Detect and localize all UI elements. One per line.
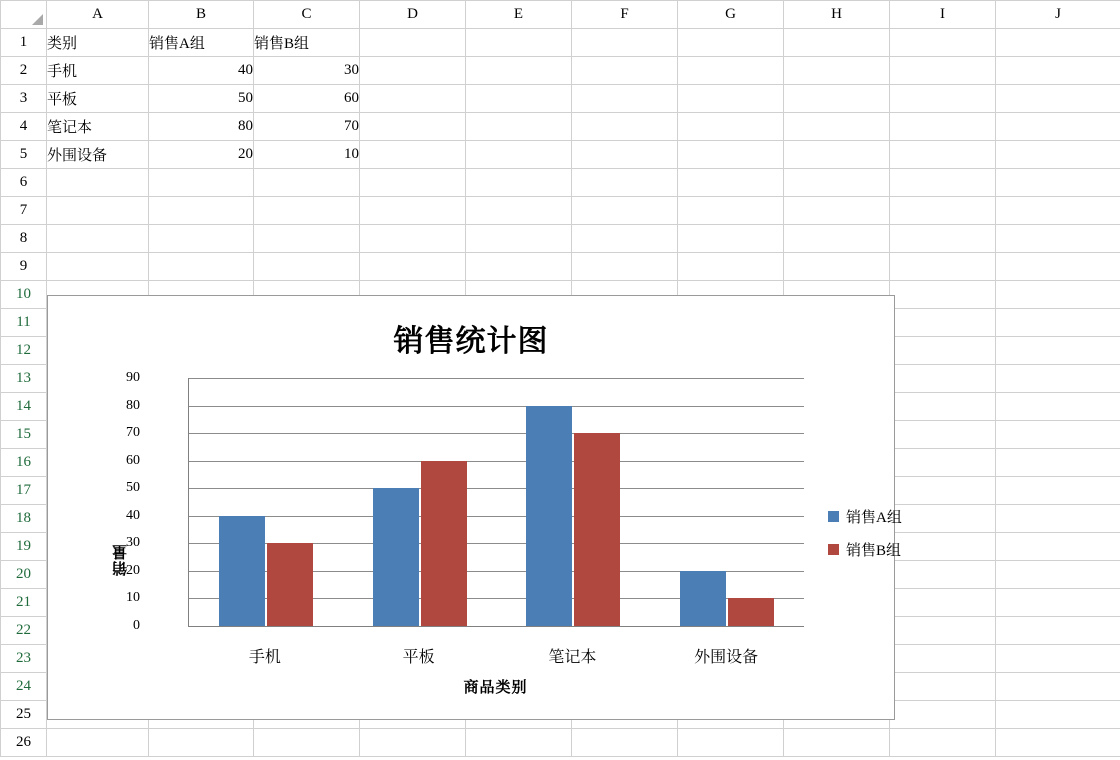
cell-F26[interactable] bbox=[572, 729, 678, 757]
bar-销售B组-平板 bbox=[421, 461, 467, 626]
plot-area bbox=[188, 378, 804, 627]
cell-H8[interactable] bbox=[784, 225, 890, 253]
cell-E9[interactable] bbox=[466, 253, 572, 281]
sheet-row bbox=[1, 57, 1120, 85]
column-header-C[interactable]: C bbox=[254, 1, 360, 29]
sheet-row bbox=[1, 29, 1120, 57]
cell-J19[interactable] bbox=[996, 533, 1120, 561]
row-header-1[interactable]: 1 bbox=[1, 29, 47, 57]
cell-C3[interactable]: 60 bbox=[254, 85, 360, 113]
cell-A2[interactable]: 手机 bbox=[47, 57, 149, 85]
cell-E26[interactable] bbox=[466, 729, 572, 757]
cell-I13[interactable] bbox=[890, 365, 996, 393]
cell-J13[interactable] bbox=[996, 365, 1120, 393]
cell-H5[interactable] bbox=[784, 141, 890, 169]
select-all-corner[interactable] bbox=[1, 1, 47, 29]
cell-B8[interactable] bbox=[149, 225, 254, 253]
embedded-chart-object[interactable] bbox=[47, 295, 902, 720]
row-header-4[interactable]: 4 bbox=[1, 113, 47, 141]
cell-J17[interactable] bbox=[996, 477, 1120, 505]
cell-D9[interactable] bbox=[360, 253, 466, 281]
cell-J11[interactable] bbox=[996, 309, 1120, 337]
cell-D6[interactable] bbox=[360, 169, 466, 197]
cell-J22[interactable] bbox=[996, 617, 1120, 645]
cell-B3[interactable]: 50 bbox=[149, 85, 254, 113]
cell-I2[interactable] bbox=[890, 57, 996, 85]
cell-J16[interactable] bbox=[996, 449, 1120, 477]
row-header-11[interactable]: 11 bbox=[1, 309, 47, 337]
sheet-row bbox=[1, 197, 1120, 225]
cell-G26[interactable] bbox=[678, 729, 784, 757]
row-header-3[interactable]: 3 bbox=[1, 85, 47, 113]
cell-J21[interactable] bbox=[996, 589, 1120, 617]
sheet-row bbox=[1, 729, 1120, 757]
cell-B7[interactable] bbox=[149, 197, 254, 225]
cell-C9[interactable] bbox=[254, 253, 360, 281]
cell-I14[interactable] bbox=[890, 393, 996, 421]
column-header-J[interactable]: J bbox=[996, 1, 1120, 29]
cell-A9[interactable] bbox=[47, 253, 149, 281]
cell-J26[interactable] bbox=[996, 729, 1120, 757]
gridline bbox=[189, 378, 804, 379]
bar-销售B组-手机 bbox=[267, 543, 313, 626]
row-header-9[interactable]: 9 bbox=[1, 253, 47, 281]
cell-D7[interactable] bbox=[360, 197, 466, 225]
row-header-15[interactable]: 15 bbox=[1, 421, 47, 449]
column-header-D[interactable]: D bbox=[360, 1, 466, 29]
row-header-13[interactable]: 13 bbox=[1, 365, 47, 393]
cell-D8[interactable] bbox=[360, 225, 466, 253]
row-header-24[interactable]: 24 bbox=[1, 673, 47, 701]
row-header-21[interactable]: 21 bbox=[1, 589, 47, 617]
cell-J18[interactable] bbox=[996, 505, 1120, 533]
cell-A3[interactable]: 平板 bbox=[47, 85, 149, 113]
bar-销售A组-外围设备 bbox=[680, 571, 726, 626]
row-header-19[interactable]: 19 bbox=[1, 533, 47, 561]
cell-H4[interactable] bbox=[784, 113, 890, 141]
cell-E8[interactable] bbox=[466, 225, 572, 253]
bar-销售A组-笔记本 bbox=[526, 406, 572, 626]
cell-F3[interactable] bbox=[572, 85, 678, 113]
gridline bbox=[189, 461, 804, 462]
cell-B26[interactable] bbox=[149, 729, 254, 757]
row-header-10[interactable]: 10 bbox=[1, 281, 47, 309]
sheet-row bbox=[1, 85, 1120, 113]
cell-J14[interactable] bbox=[996, 393, 1120, 421]
cell-G7[interactable] bbox=[678, 197, 784, 225]
x-tick-label: 平板 bbox=[402, 649, 435, 666]
cell-J24[interactable] bbox=[996, 673, 1120, 701]
legend-item bbox=[828, 506, 902, 527]
cell-I5[interactable] bbox=[890, 141, 996, 169]
cell-C7[interactable] bbox=[254, 197, 360, 225]
cell-B4[interactable]: 80 bbox=[149, 113, 254, 141]
column-header-H[interactable]: H bbox=[784, 1, 890, 29]
cell-G6[interactable] bbox=[678, 169, 784, 197]
cell-I3[interactable] bbox=[890, 85, 996, 113]
cell-D5[interactable] bbox=[360, 141, 466, 169]
cell-I22[interactable] bbox=[890, 617, 996, 645]
cell-D3[interactable] bbox=[360, 85, 466, 113]
column-header-row bbox=[1, 1, 1120, 29]
cell-A4[interactable]: 笔记本 bbox=[47, 113, 149, 141]
row-header-26[interactable]: 26 bbox=[1, 729, 47, 757]
cell-I21[interactable] bbox=[890, 589, 996, 617]
cell-J8[interactable] bbox=[996, 225, 1120, 253]
cell-G9[interactable] bbox=[678, 253, 784, 281]
cell-D2[interactable] bbox=[360, 57, 466, 85]
y-tick-label: 80 bbox=[126, 397, 140, 413]
row-header-16[interactable]: 16 bbox=[1, 449, 47, 477]
cell-F5[interactable] bbox=[572, 141, 678, 169]
row-header-7[interactable]: 7 bbox=[1, 197, 47, 225]
gridline bbox=[189, 516, 804, 517]
cell-B6[interactable] bbox=[149, 169, 254, 197]
row-header-23[interactable]: 23 bbox=[1, 645, 47, 673]
cell-E3[interactable] bbox=[466, 85, 572, 113]
cell-B1[interactable]: 销售A组 bbox=[149, 29, 254, 57]
cell-I19[interactable] bbox=[890, 533, 996, 561]
y-tick-label: 0 bbox=[133, 618, 140, 633]
cell-J5[interactable] bbox=[996, 141, 1120, 169]
cell-J9[interactable] bbox=[996, 253, 1120, 281]
chart-plot-wrapper bbox=[48, 366, 902, 711]
cell-I12[interactable] bbox=[890, 337, 996, 365]
legend-swatch-icon bbox=[828, 544, 839, 555]
column-header-G[interactable]: G bbox=[678, 1, 784, 29]
cell-J23[interactable] bbox=[996, 645, 1120, 673]
cell-I15[interactable] bbox=[890, 421, 996, 449]
x-tick-label: 外围设备 bbox=[694, 649, 759, 666]
y-tick-label: 50 bbox=[126, 480, 140, 496]
cell-E1[interactable] bbox=[466, 29, 572, 57]
gridline bbox=[189, 406, 804, 407]
cell-I17[interactable] bbox=[890, 477, 996, 505]
cell-G8[interactable] bbox=[678, 225, 784, 253]
legend-label: 销售A组 bbox=[846, 510, 902, 526]
x-axis-title: 商品类别 bbox=[463, 680, 528, 696]
legend-swatch-icon bbox=[828, 511, 839, 522]
bar-销售B组-外围设备 bbox=[728, 598, 774, 626]
cell-C6[interactable] bbox=[254, 169, 360, 197]
cell-I23[interactable] bbox=[890, 645, 996, 673]
y-tick-label: 30 bbox=[126, 535, 140, 551]
cell-J4[interactable] bbox=[996, 113, 1120, 141]
cell-I7[interactable] bbox=[890, 197, 996, 225]
column-header-I[interactable]: I bbox=[890, 1, 996, 29]
cell-J12[interactable] bbox=[996, 337, 1120, 365]
chart-title: 销售统计图 bbox=[393, 325, 549, 358]
cell-B5[interactable]: 20 bbox=[149, 141, 254, 169]
cell-J3[interactable] bbox=[996, 85, 1120, 113]
row-header-20[interactable]: 20 bbox=[1, 561, 47, 589]
x-tick-label: 手机 bbox=[248, 649, 281, 666]
cell-I1[interactable] bbox=[890, 29, 996, 57]
cell-I20[interactable] bbox=[890, 561, 996, 589]
cell-D26[interactable] bbox=[360, 729, 466, 757]
cell-A8[interactable] bbox=[47, 225, 149, 253]
sheet-row bbox=[1, 113, 1120, 141]
row-header-18[interactable]: 18 bbox=[1, 505, 47, 533]
cell-C8[interactable] bbox=[254, 225, 360, 253]
cell-H3[interactable] bbox=[784, 85, 890, 113]
cell-C26[interactable] bbox=[254, 729, 360, 757]
cell-G3[interactable] bbox=[678, 85, 784, 113]
column-header-F[interactable]: F bbox=[572, 1, 678, 29]
cell-I16[interactable] bbox=[890, 449, 996, 477]
cell-A6[interactable] bbox=[47, 169, 149, 197]
y-tick-label: 90 bbox=[126, 370, 140, 385]
row-header-5[interactable]: 5 bbox=[1, 141, 47, 169]
cell-J25[interactable] bbox=[996, 701, 1120, 729]
cell-D4[interactable] bbox=[360, 113, 466, 141]
cell-I24[interactable] bbox=[890, 673, 996, 701]
sheet-row bbox=[1, 253, 1120, 281]
bar-销售A组-平板 bbox=[373, 488, 419, 626]
cell-G4[interactable] bbox=[678, 113, 784, 141]
y-tick-label: 60 bbox=[126, 452, 140, 468]
cell-F7[interactable] bbox=[572, 197, 678, 225]
cell-E2[interactable] bbox=[466, 57, 572, 85]
cell-D1[interactable] bbox=[360, 29, 466, 57]
row-header-17[interactable]: 17 bbox=[1, 477, 47, 505]
cell-G2[interactable] bbox=[678, 57, 784, 85]
gridline bbox=[189, 433, 804, 434]
sheet-row bbox=[1, 169, 1120, 197]
cell-G1[interactable] bbox=[678, 29, 784, 57]
bar-销售B组-笔记本 bbox=[574, 433, 620, 626]
y-axis-title: 销量 bbox=[113, 544, 129, 576]
cell-J15[interactable] bbox=[996, 421, 1120, 449]
row-header-8[interactable]: 8 bbox=[1, 225, 47, 253]
cell-F9[interactable] bbox=[572, 253, 678, 281]
row-header-12[interactable]: 12 bbox=[1, 337, 47, 365]
row-header-22[interactable]: 22 bbox=[1, 617, 47, 645]
cell-F2[interactable] bbox=[572, 57, 678, 85]
cell-H6[interactable] bbox=[784, 169, 890, 197]
cell-I25[interactable] bbox=[890, 701, 996, 729]
cell-E7[interactable] bbox=[466, 197, 572, 225]
cell-E6[interactable] bbox=[466, 169, 572, 197]
legend-item bbox=[828, 539, 902, 560]
row-header-2[interactable]: 2 bbox=[1, 57, 47, 85]
cell-A26[interactable] bbox=[47, 729, 149, 757]
cell-I11[interactable] bbox=[890, 309, 996, 337]
y-axis-ticks bbox=[98, 366, 140, 633]
y-tick-label: 10 bbox=[126, 590, 140, 606]
y-tick-label: 40 bbox=[126, 507, 140, 523]
cell-F1[interactable] bbox=[572, 29, 678, 57]
cell-A7[interactable] bbox=[47, 197, 149, 225]
chart-legend bbox=[828, 506, 902, 572]
cell-C5[interactable]: 10 bbox=[254, 141, 360, 169]
column-header-A[interactable]: A bbox=[47, 1, 149, 29]
cell-J2[interactable] bbox=[996, 57, 1120, 85]
sheet-row bbox=[1, 141, 1120, 169]
cell-C2[interactable]: 30 bbox=[254, 57, 360, 85]
cell-H26[interactable] bbox=[784, 729, 890, 757]
column-header-E[interactable]: E bbox=[466, 1, 572, 29]
cell-H9[interactable] bbox=[784, 253, 890, 281]
cell-F8[interactable] bbox=[572, 225, 678, 253]
cell-I18[interactable] bbox=[890, 505, 996, 533]
bar-销售A组-手机 bbox=[219, 516, 265, 626]
cell-A5[interactable]: 外围设备 bbox=[47, 141, 149, 169]
y-tick-label: 20 bbox=[126, 562, 140, 578]
cell-C4[interactable]: 70 bbox=[254, 113, 360, 141]
row-header-6[interactable]: 6 bbox=[1, 169, 47, 197]
cell-I8[interactable] bbox=[890, 225, 996, 253]
sheet-row bbox=[1, 225, 1120, 253]
cell-A1[interactable]: 类别 bbox=[47, 29, 149, 57]
cell-G5[interactable] bbox=[678, 141, 784, 169]
legend-label: 销售B组 bbox=[846, 543, 902, 559]
cell-B2[interactable]: 40 bbox=[149, 57, 254, 85]
cell-F6[interactable] bbox=[572, 169, 678, 197]
cell-I4[interactable] bbox=[890, 113, 996, 141]
x-tick-label: 笔记本 bbox=[548, 649, 597, 666]
y-tick-label: 70 bbox=[126, 425, 140, 441]
cell-I9[interactable] bbox=[890, 253, 996, 281]
row-header-14[interactable]: 14 bbox=[1, 393, 47, 421]
cell-I26[interactable] bbox=[890, 729, 996, 757]
cell-I10[interactable] bbox=[890, 281, 996, 309]
gridline bbox=[189, 488, 804, 489]
cell-J10[interactable] bbox=[996, 281, 1120, 309]
cell-B9[interactable] bbox=[149, 253, 254, 281]
row-header-25[interactable]: 25 bbox=[1, 701, 47, 729]
cell-E4[interactable] bbox=[466, 113, 572, 141]
cell-J1[interactable] bbox=[996, 29, 1120, 57]
cell-H7[interactable] bbox=[784, 197, 890, 225]
cell-J20[interactable] bbox=[996, 561, 1120, 589]
cell-C1[interactable]: 销售B组 bbox=[254, 29, 360, 57]
cell-J7[interactable] bbox=[996, 197, 1120, 225]
cell-I6[interactable] bbox=[890, 169, 996, 197]
cell-F4[interactable] bbox=[572, 113, 678, 141]
cell-J6[interactable] bbox=[996, 169, 1120, 197]
cell-H1[interactable] bbox=[784, 29, 890, 57]
column-header-B[interactable]: B bbox=[149, 1, 254, 29]
cell-E5[interactable] bbox=[466, 141, 572, 169]
select-all-triangle-icon bbox=[32, 14, 43, 25]
cell-H2[interactable] bbox=[784, 57, 890, 85]
